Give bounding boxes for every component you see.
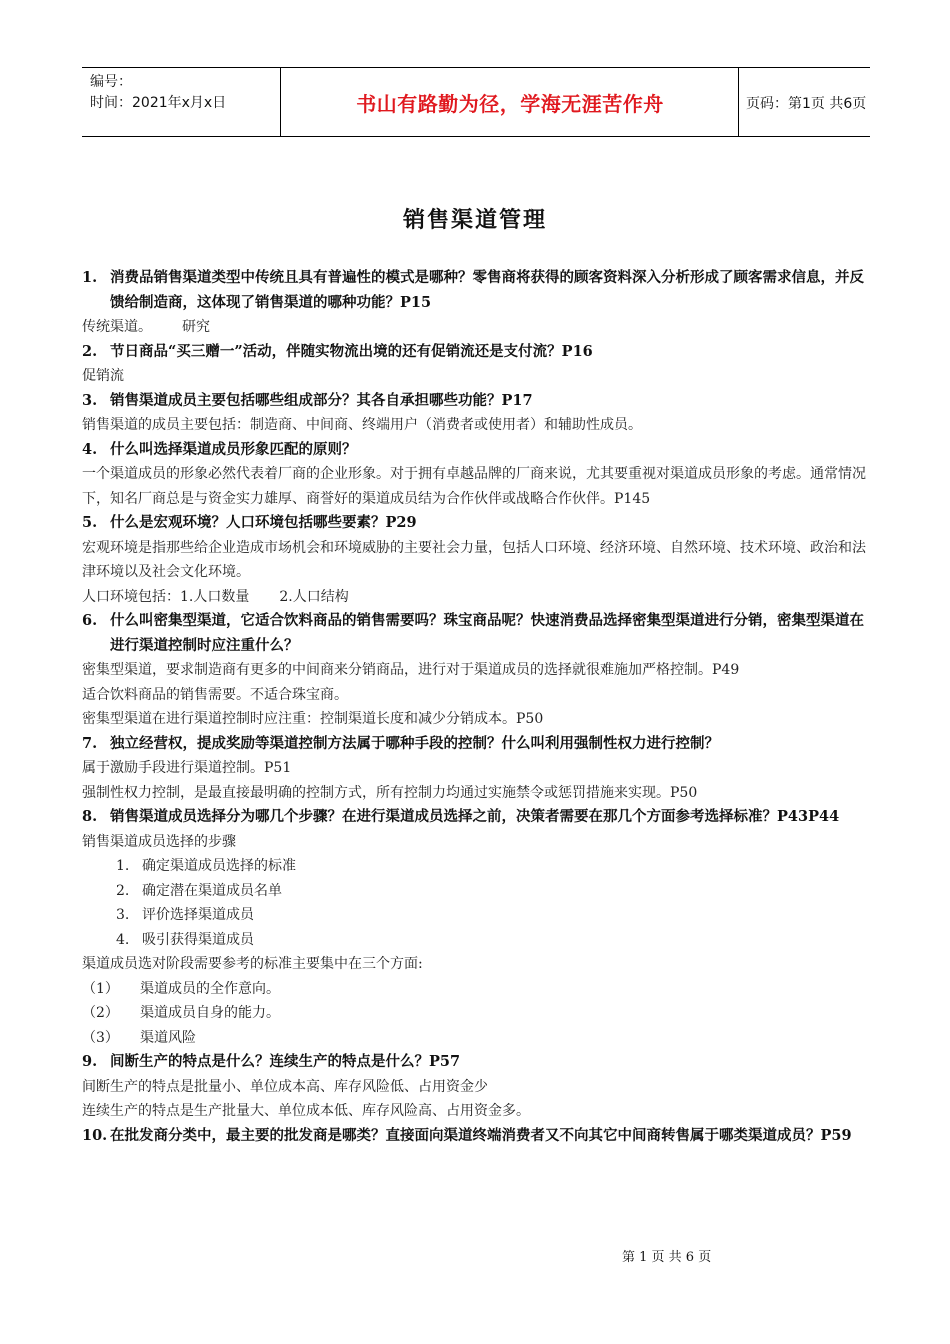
question-1 xyxy=(82,266,877,315)
answer-text: 研究 xyxy=(182,319,210,335)
step-text: 确定渠道成员选择的标准 xyxy=(142,858,296,874)
list-item xyxy=(82,903,877,928)
question-text: 在批发商分类中，最主要的批发商是哪类？直接面向渠道终端消费者又不向其它中间商转售属于哪类渠道成员？P59 xyxy=(110,1126,852,1144)
question-text: 销售渠道成员选择分为哪几个步骤？在进行渠道成员选择之前，决策者需要在那几个方面参考选择标准？P43P44 xyxy=(110,808,840,825)
header-divider xyxy=(738,68,739,136)
question-text: 什么叫选择渠道成员形象匹配的原则？ xyxy=(110,440,357,458)
step-text: 确定潜在渠道成员名单 xyxy=(142,882,282,899)
criteria-text: 渠道成员的全作意向。 xyxy=(140,980,280,997)
question-8 xyxy=(82,805,877,830)
criteria-number: （3） xyxy=(82,1029,119,1046)
question-number: 5. xyxy=(82,514,98,531)
question-3 xyxy=(82,389,877,414)
question-text: 什么是宏观环境？人口环境包括哪些要素？P29 xyxy=(110,514,417,531)
header-motto: 书山有路勤为径，学海无涯苦作舟 xyxy=(356,92,664,116)
question-5 xyxy=(82,511,877,536)
list-item xyxy=(82,1001,877,1026)
header-table xyxy=(82,67,870,137)
criteria-number: （1） xyxy=(82,980,119,997)
answer-5-population xyxy=(82,585,877,610)
question-text: 节日商品“买三赠一”活动，伴随实物流出境的还有促销流还是支付流？P16 xyxy=(110,342,593,360)
number-label: 编号： xyxy=(90,74,132,90)
answer-8-title: 销售渠道成员选择的步骤 xyxy=(82,833,236,850)
list-item xyxy=(82,928,877,953)
question-2 xyxy=(82,340,877,365)
question-number: 8. xyxy=(82,808,98,825)
step-number: 4. xyxy=(116,931,130,948)
answer-4: 一个渠道成员的形象必然代表着厂商的企业形象。对于拥有卓越品牌的厂商来说，尤其要重视对渠道成员形象的考虑。通常情况下，知名厂商总是与资金实力雄厚、商誉好的渠道成员结为合作伙伴或战略合作伙伴。P145 xyxy=(82,466,866,507)
question-text: 什么叫密集型渠道，它适合饮料商品的销售需要吗？珠宝商品呢？快速消费品选择密集型渠道进行分销，密集型渠道在进行渠道控制时应注重什么？ xyxy=(110,612,864,654)
question-9 xyxy=(82,1050,877,1075)
answer-8-criteria: 渠道成员选对阶段需要参考的标准主要集中在三个方面: xyxy=(82,956,423,972)
list-item xyxy=(82,854,877,879)
question-6 xyxy=(82,609,877,658)
question-number: 7. xyxy=(82,734,98,752)
answer-text: 2.人口结构 xyxy=(279,588,349,605)
step-number: 1. xyxy=(116,858,130,874)
question-10 xyxy=(82,1124,877,1149)
question-number: 4. xyxy=(82,440,98,458)
header-divider xyxy=(280,68,281,136)
answer-2: 促销流 xyxy=(82,368,124,384)
step-number: 2. xyxy=(116,882,130,899)
question-text: 间断生产的特点是什么？连续生产的特点是什么？P57 xyxy=(110,1053,461,1070)
question-text: 销售渠道成员主要包括哪些组成部分？其各自承担哪些功能？P17 xyxy=(110,391,533,409)
answer-9: 连续生产的特点是生产批量大、单位成本低、库存风险高、占用资金多。 xyxy=(82,1103,530,1119)
answer-7: 强制性权力控制，是最直接最明确的控制方式，所有控制力均通过实施禁令或惩罚措施来实现。P50 xyxy=(82,784,698,801)
header-meta xyxy=(90,72,280,114)
time-label: 时间：2021年x月x日 xyxy=(90,95,227,111)
question-text: 消费品销售渠道类型中传统且具有普遍性的模式是哪种？零售商将获得的顾客资料深入分析形成了顾客需求信息，并反馈给制造商，这体现了销售渠道的哪种功能？P15 xyxy=(110,269,864,311)
answer-7: 属于激励手段进行渠道控制。P51 xyxy=(82,760,292,776)
answer-9: 间断生产的特点是批量小、单位成本高、库存风险低、占用资金少 xyxy=(82,1078,488,1095)
list-item xyxy=(82,879,877,904)
step-text: 评价选择渠道成员 xyxy=(142,907,254,923)
criteria-text: 渠道成员自身的能力。 xyxy=(140,1005,280,1021)
question-text: 独立经营权，提成奖励等渠道控制方法属于哪种手段的控制？什么叫利用强制性权力进行控制？ xyxy=(110,734,719,752)
answer-3: 销售渠道的成员主要包括：制造商、中间商、终端用户（消费者或使用者）和辅助性成员。 xyxy=(82,417,642,433)
answer-6: 密集型渠道在进行渠道控制时应注重：控制渠道长度和减少分销成本。P50 xyxy=(82,711,544,727)
question-number: 9. xyxy=(82,1053,98,1070)
page-footer: 第 1 页 共 6 页 xyxy=(622,1250,712,1265)
question-number: 2. xyxy=(82,342,98,360)
question-number: 10. xyxy=(82,1126,108,1144)
page-label: 页码：第1页 共6页 xyxy=(746,96,867,112)
list-item xyxy=(82,977,877,1002)
answer-1 xyxy=(82,315,877,340)
question-4 xyxy=(82,438,877,463)
answer-6: 适合饮料商品的销售需要。不适合珠宝商。 xyxy=(82,686,348,703)
question-number: 6. xyxy=(82,612,98,629)
answer-5: 宏观环境是指那些给企业造成市场机会和环境威胁的主要社会力量，包括人口环境、经济环境、自然环境、技术环境、政治和法津环境以及社会文化环境。 xyxy=(82,539,866,580)
step-text: 吸引获得渠道成员 xyxy=(142,931,254,948)
step-number: 3. xyxy=(116,907,130,923)
criteria-number: （2） xyxy=(82,1005,119,1021)
criteria-text: 渠道风险 xyxy=(140,1029,196,1046)
question-7 xyxy=(82,732,877,757)
list-item xyxy=(82,1026,877,1051)
page-title: 销售渠道管理 xyxy=(402,208,547,233)
answer-text: 人口环境包括：1.人口数量 xyxy=(82,588,250,605)
document-body xyxy=(82,266,877,1148)
question-number: 3. xyxy=(82,391,98,409)
answer-text: 传统渠道。 xyxy=(82,319,152,335)
question-number: 1. xyxy=(82,269,98,286)
answer-6: 密集型渠道，要求制造商有更多的中间商来分销商品，进行对于渠道成员的选择就很难施加严格控制。P49 xyxy=(82,662,740,678)
